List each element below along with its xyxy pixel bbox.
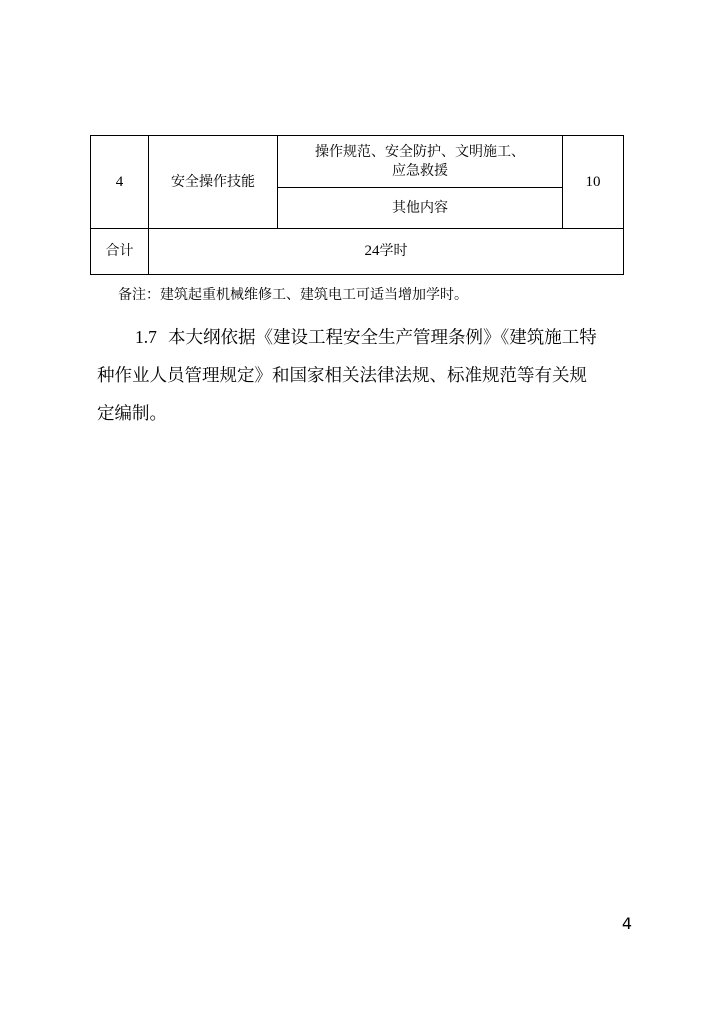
total-hours-cell	[149, 229, 624, 275]
total-label-cell: 合计	[91, 229, 149, 275]
paragraph-line-1	[97, 318, 637, 357]
total-hours-unit: 学时	[379, 243, 408, 259]
paragraph-line-2: 种作业人员管理规定》和国家相关法律法规、标准规范等有关规	[97, 366, 587, 386]
training-hours-table	[90, 135, 624, 275]
content-line-2: 应急救援	[392, 162, 448, 179]
content-other-cell: 其他内容	[278, 188, 563, 229]
category-cell: 安全操作技能	[149, 136, 278, 229]
section-paragraph	[97, 318, 637, 433]
paragraph-text-1: 本大纲依据《建设工程安全生产管理条例》《建筑施工特	[168, 328, 597, 348]
total-hours-number: 24	[364, 243, 380, 259]
content-line-1: 操作规范、安全防护、文明施工、	[315, 143, 525, 160]
row-number-cell: 4	[91, 136, 149, 229]
page-number: 4	[621, 914, 632, 933]
content-cell	[278, 136, 563, 188]
paragraph-line-3: 定编制。	[97, 404, 167, 424]
section-number: 1.7	[135, 327, 157, 347]
hours-cell: 10	[563, 136, 624, 229]
table-note: 备注：建筑起重机械维修工、建筑电工可适当增加学时。	[118, 287, 468, 303]
